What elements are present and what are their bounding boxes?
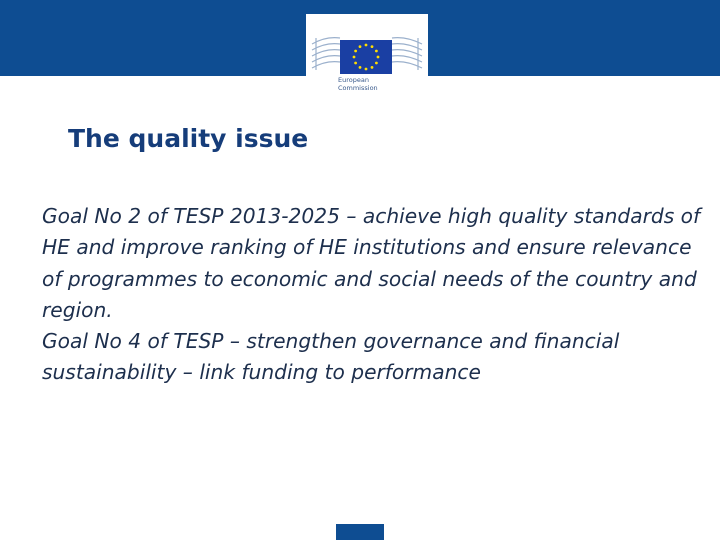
- logo-line-european: European: [338, 76, 369, 84]
- logo-line-commission: Commission: [338, 84, 378, 92]
- european-commission-logo: [306, 14, 428, 100]
- logo-wordmark: [338, 76, 378, 92]
- slide-title: The quality issue: [68, 124, 309, 153]
- slide-body: [42, 201, 702, 389]
- goal-2-paragraph: Goal No 2 of TESP 2013-2025 – achieve high quality standards of HE and improve ranking of HE institutions and ensure relevance of programmes to economic and social needs of the country and region.: [42, 204, 701, 322]
- footer-accent-tab: [336, 524, 384, 540]
- goal-4-paragraph: Goal No 4 of TESP – strengthen governance and financial sustainability – link funding to performance: [42, 329, 620, 385]
